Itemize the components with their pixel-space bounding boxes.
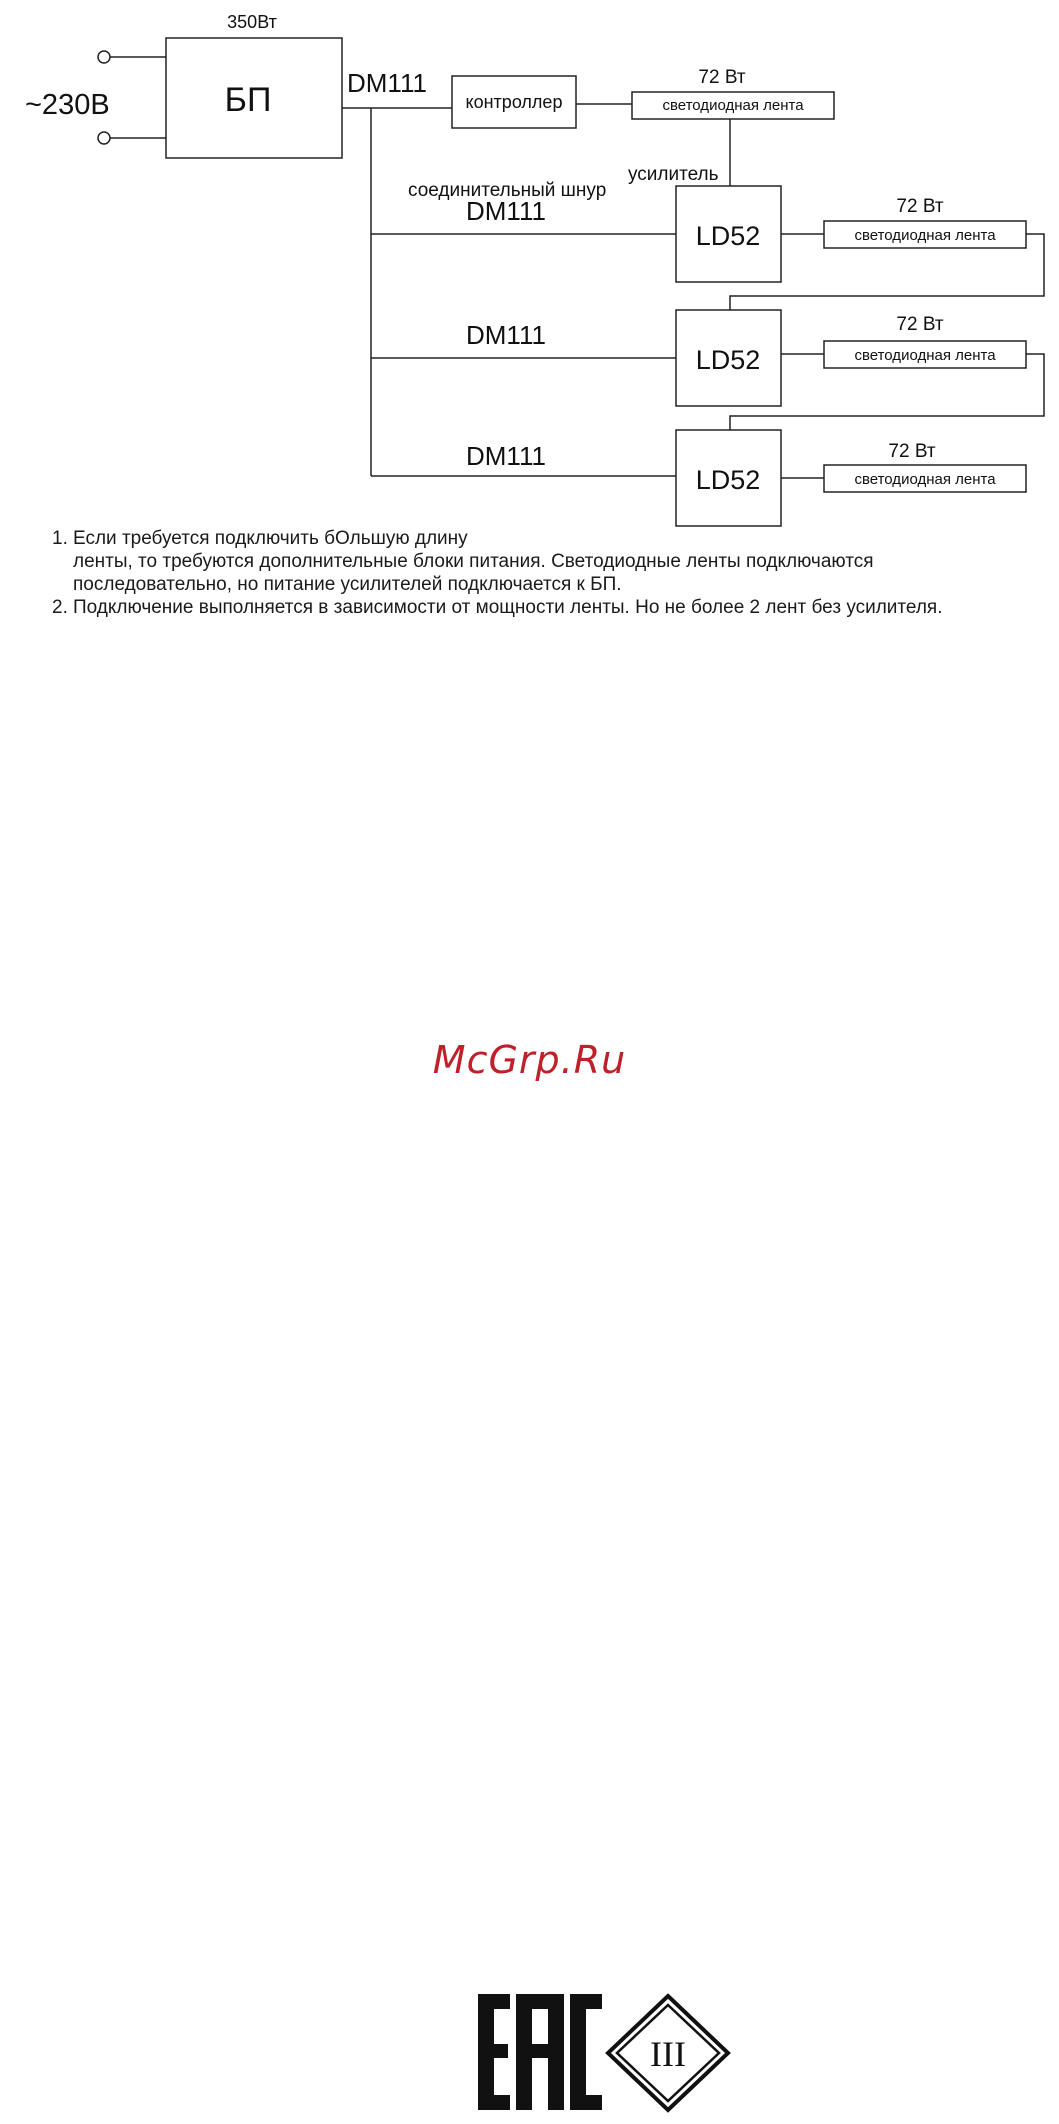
eac-logo: [478, 1994, 602, 2110]
note-number: 1.: [52, 528, 68, 549]
strip3-amp3-return: [730, 354, 1044, 430]
strip2-amp2-return: [730, 234, 1044, 310]
note-line: Подключение выполняется в зависимости от мощности ленты. Но не более 2 лент без усилителя.: [73, 597, 943, 618]
note-item: [52, 596, 1042, 619]
strip-power-label-4: 72 Вт: [888, 441, 936, 462]
psu-power-label: 350Вт: [227, 12, 277, 32]
amplifier-label-2: LD52: [695, 345, 761, 375]
wiring-diagram: [0, 0, 1059, 540]
branch-cable-label-3: DM111: [466, 441, 546, 471]
strip-power-label-3: 72 Вт: [896, 314, 944, 335]
notes-list: [52, 527, 1042, 619]
note-line: ленты, то требуются дополнительные блоки питания. Светодиодные ленты подключаются: [73, 551, 874, 572]
class-three-diamond: [608, 1996, 728, 2110]
note-text: [73, 596, 943, 619]
strip-label-1: светодиодная лента: [662, 97, 804, 114]
controller-label: контроллер: [465, 92, 563, 112]
amplifier-label-3: LD52: [695, 465, 761, 495]
eac-certification-mark: [476, 1988, 742, 2118]
note-line: последовательно, но питание усилителей подключается к БП.: [73, 574, 622, 595]
strip-label-2: светодиодная лента: [854, 227, 996, 244]
note-line: Если требуется подключить бОльшую длину: [73, 528, 468, 549]
note-item: [52, 527, 1042, 596]
branch-cable-label-2: DM111: [466, 320, 546, 350]
strip-power-label-1: 72 Вт: [698, 67, 746, 88]
input-terminal-top: [98, 51, 110, 63]
strip-label-4: светодиодная лента: [854, 471, 996, 488]
cord-caption: соединительный шнур: [408, 180, 607, 201]
note-number: 2.: [52, 597, 68, 618]
amplifier-caption: усилитель: [628, 164, 719, 185]
input-terminal-bottom: [98, 132, 110, 144]
psu-label: БП: [224, 81, 272, 119]
note-text: [73, 527, 874, 596]
branch-cable-label-1: DM111: [466, 196, 546, 226]
amplifier-label-1: LD52: [695, 221, 761, 251]
strip-power-label-2: 72 Вт: [896, 196, 944, 217]
input-voltage-label: ~230В: [25, 89, 110, 121]
watermark: McGrp.Ru: [432, 1038, 627, 1082]
class-three-label: III: [650, 2034, 686, 2074]
main-cable-label: DM111: [347, 68, 427, 98]
strip-label-3: светодиодная лента: [854, 347, 996, 364]
